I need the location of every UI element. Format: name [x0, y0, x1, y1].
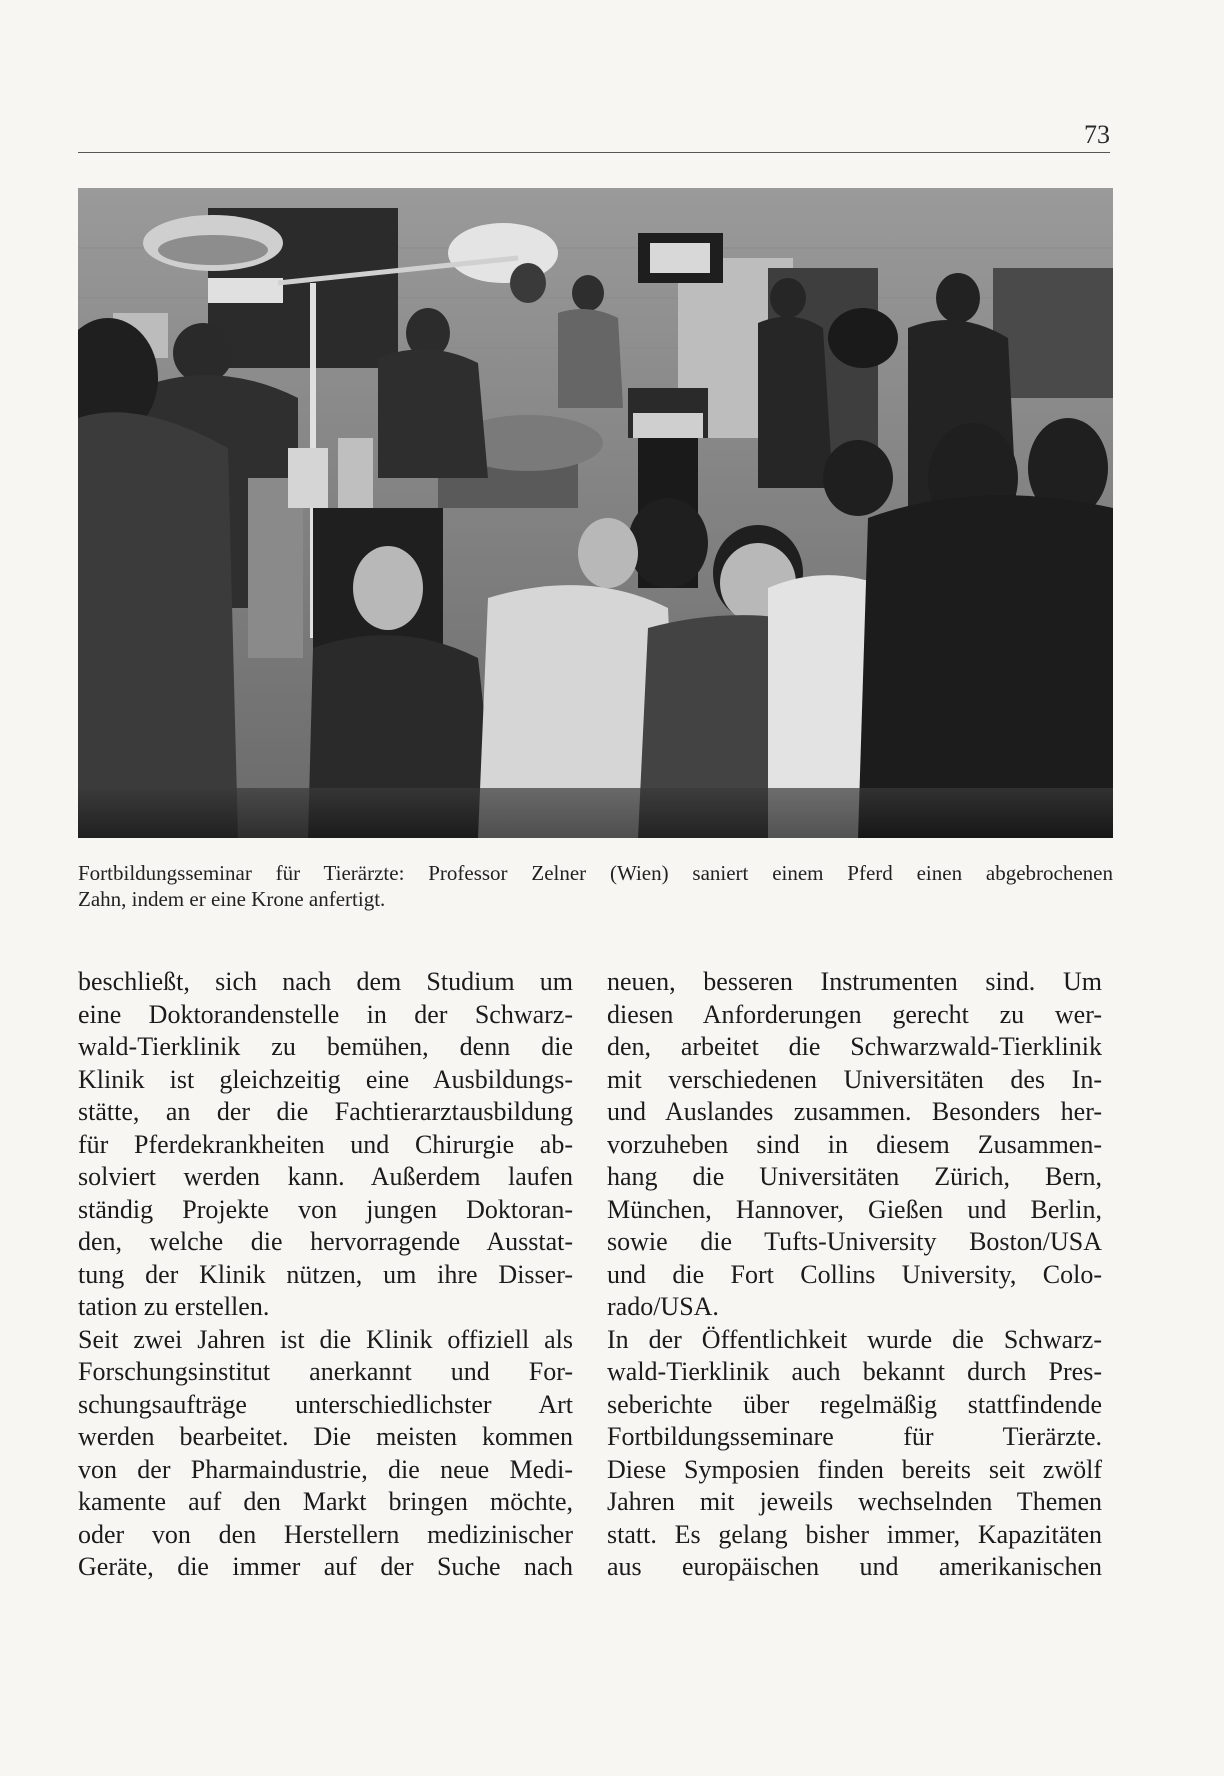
text-line: In der Öffentlichkeit wurde die Schwarz-	[607, 1324, 1102, 1354]
text-line: für Pferdekrankheiten und Chirurgie ab-	[78, 1129, 573, 1159]
text-line: Forschungsinstitut anerkannt und For-	[78, 1357, 573, 1386]
text-line: sowie die Tufts-University Boston/USA	[607, 1227, 1102, 1256]
text-line: eine Doktorandenstelle in der Schwarz-	[78, 999, 573, 1029]
text-line: schungsaufträge unterschiedlichster Art	[78, 1389, 573, 1419]
text-line: rado/USA.	[607, 1292, 719, 1321]
text-line: wald-Tierklinik auch bekannt durch Pres-	[607, 1357, 1102, 1386]
text-line: statt. Es gelang bisher immer, Kapazitäten	[607, 1519, 1102, 1549]
text-column-right	[607, 966, 1102, 1584]
text-line: Geräte, die immer auf der Suche nach	[78, 1552, 573, 1581]
text-line: werden bearbeitet. Die meisten kommen	[78, 1422, 573, 1451]
text-line: den, arbeitet die Schwarzwald-Tierklinik	[607, 1032, 1102, 1061]
text-line: Seit zwei Jahren ist die Klinik offiziell als	[78, 1324, 573, 1354]
text-column-left	[78, 966, 573, 1584]
text-line: oder von den Herstellern medizinischer	[78, 1519, 573, 1549]
text-line: Diese Symposien finden bereits seit zwölf	[607, 1454, 1102, 1484]
text-line: Klinik ist gleichzeitig eine Ausbildungs-	[78, 1064, 573, 1094]
photograph-icon	[78, 188, 1113, 838]
text-line: mit verschiedenen Universitäten des In-	[607, 1064, 1102, 1094]
photo-caption	[78, 860, 1113, 912]
text-line: tation zu erstellen.	[78, 1292, 270, 1321]
text-line: Fortbildungsseminare für Tierärzte.	[607, 1422, 1102, 1451]
text-line: vorzuheben sind in diesem Zusammen-	[607, 1129, 1102, 1159]
text-line: tung der Klinik nützen, um ihre Disser-	[78, 1259, 573, 1289]
caption-line: Zahn, indem er eine Krone anfertigt.	[78, 887, 386, 911]
header-rule	[78, 152, 1110, 153]
seminar-photograph	[78, 188, 1113, 838]
text-line: beschließt, sich nach dem Studium um	[78, 967, 573, 996]
text-line: stätte, an der die Fachtierarztausbildung	[78, 1097, 573, 1126]
text-line: solviert werden kann. Außerdem laufen	[78, 1162, 573, 1191]
text-line: neuen, besseren Instrumenten sind. Um	[607, 967, 1102, 996]
page-number: 73	[1084, 120, 1110, 149]
text-line: wald-Tierklinik zu bemühen, denn die	[78, 1032, 573, 1061]
text-line: aus europäischen und amerikanischen	[607, 1552, 1102, 1581]
text-line: und Auslandes zusammen. Besonders her-	[607, 1097, 1102, 1126]
text-line: und die Fort Collins University, Colo-	[607, 1259, 1102, 1289]
text-line: Jahren mit jeweils wechselnden Themen	[607, 1487, 1102, 1516]
text-line: den, welche die hervorragende Ausstat-	[78, 1227, 573, 1256]
text-line: seberichte über regelmäßig stattfindende	[607, 1389, 1102, 1419]
text-line: diesen Anforderungen gerecht zu wer-	[607, 999, 1102, 1029]
text-line: München, Hannover, Gießen und Berlin,	[607, 1194, 1102, 1224]
text-line: von der Pharmaindustrie, die neue Medi-	[78, 1454, 573, 1484]
text-line: ständig Projekte von jungen Doktoran-	[78, 1194, 573, 1224]
text-line: hang die Universitäten Zürich, Bern,	[607, 1162, 1102, 1191]
caption-line: Fortbildungsseminar für Tierärzte: Professor Zelner (Wien) saniert einem Pferd einen abgebrochenen	[78, 861, 1113, 885]
text-line: kamente auf den Markt bringen möchte,	[78, 1487, 573, 1516]
